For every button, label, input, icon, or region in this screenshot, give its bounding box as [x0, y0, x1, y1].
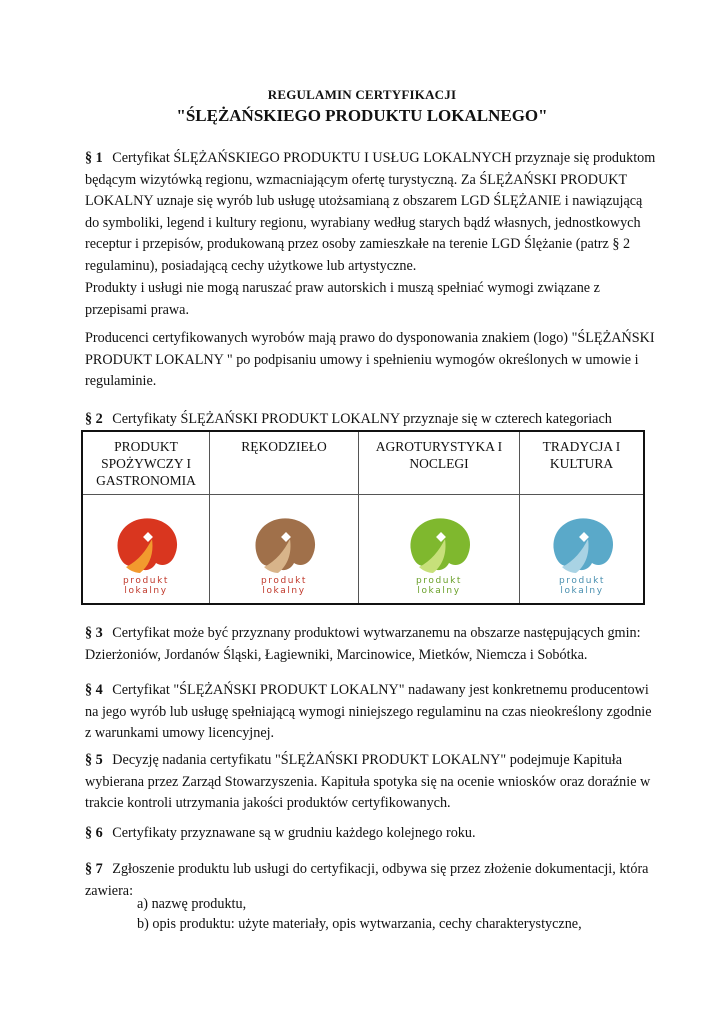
paragraph-text: Producenci certyfikowanych wyrobów mają prawo do dysponowania znakiem (logo) "ŚLĘŻAŃSKI PRODUKT LOKALNY " po podpisaniu umowy i spełnieniu wymogów określonych w umowie i regulaminie.: [85, 330, 655, 389]
section-number: § 3: [85, 625, 103, 641]
section-number: § 5: [85, 752, 103, 768]
categories-table: [81, 430, 645, 605]
logo-text-lokalny: lokalny: [559, 586, 604, 596]
list-item-text: a) nazwę produktu,: [137, 896, 247, 912]
paragraph-text: Certyfikaty ŚLĘŻAŃSKI PRODUKT LOKALNY przyznaje się w czterech kategoriach: [112, 411, 612, 427]
logo-text-produkt: produkt: [122, 576, 170, 586]
paragraph-text: Certyfikat "ŚLĘŻAŃSKI PRODUKT LOKALNY" nadawany jest konkretnemu producentowi na jego wyrób lub usługę spełniającą wymogi niniejszego regulaminu na czas nieokreślony zgodnie z warunkami umowy licencyjnej.: [85, 682, 652, 741]
category-logo-cell: [359, 495, 520, 605]
paragraph-text: Zgłoszenie produktu lub usługi do certyfikacji, odbywa się przez złożenie dokumentacji, która zawiera:: [85, 861, 649, 899]
produkt-lokalny-logo-green-icon: [389, 499, 489, 599]
list-item-a: [85, 894, 709, 916]
logo-text-lokalny: lokalny: [124, 586, 168, 596]
paragraph-section-6: [85, 823, 657, 845]
paragraph-rights: [85, 278, 657, 321]
paragraph-text: Certyfikat ŚLĘŻAŃSKIEGO PRODUKTU I USŁUG LOKALNYCH przyznaje się produktom będącym wizytówką regionu, wzmacniającym ofertę turystyczną. Za ŚLĘŻAŃSKI PRODUKT LOKALNY uznaje się wyrób lub usługę utożsamianą z obszarem LGD ŚLĘŻANIE i nawiązującą do symboliki, legend i kultury regionu, wyrabiany według starych bądź własnych, jednostkowych receptur i przepisów, produkowaną przez osoby zamieszkałe na terenie LGD Ślężanie (patrz § 2 regulaminu), posiadającą cechy użytkowe lub artystyczne.: [85, 150, 656, 274]
produkt-lokalny-logo-red-icon: [96, 499, 196, 599]
paragraph-section-4: [85, 680, 657, 745]
section-number: § 6: [85, 825, 103, 841]
logo-text-produkt: produkt: [558, 576, 605, 586]
category-logo-cell: [520, 495, 645, 605]
categories-header-row: [82, 431, 644, 495]
category-logo-cell: [82, 495, 210, 605]
logo-text-produkt: produkt: [415, 576, 463, 586]
paragraph-text: Decyzję nadania certyfikatu "ŚLĘŻAŃSKI PRODUKT LOKALNY" podejmuje Kapituła wybierana przez Zarząd Stowarzyszenia. Kapituła spotyka się na ocenie wniosków oraz doraźnie w trakcie kontroli utrzymania jakości produktów certyfikowanych.: [85, 752, 651, 811]
logo-text-produkt: produkt: [260, 576, 308, 586]
paragraph-producers: [85, 328, 657, 393]
document-subtitle: "ŚLĘŻAŃSKIEGO PRODUKTU LOKALNEGO": [176, 106, 548, 125]
paragraph-text: Certyfikaty przyznawane są w grudniu każdego kolejnego roku.: [112, 825, 476, 841]
list-item-b: [85, 914, 709, 936]
section-number: § 7: [85, 861, 103, 877]
logo-text-lokalny: lokalny: [417, 586, 461, 596]
category-label: TRADYCJA I KULTURA: [520, 431, 645, 495]
paragraph-section-3: [85, 623, 657, 666]
category-logo-cell: [210, 495, 359, 605]
category-label: RĘKODZIEŁO: [210, 431, 359, 495]
paragraph-text: Certyfikat może być przyznany produktowi wytwarzanemu na obszarze następujących gmin: Dzierżoniów, Jordanów Śląski, Łagiewniki, Marcinowice, Mietków, Niemcza i Sobótka.: [85, 625, 641, 663]
paragraph-section-2: [85, 409, 657, 431]
section-number: § 4: [85, 682, 103, 698]
logo-text-lokalny: lokalny: [262, 586, 306, 596]
category-label: PRODUKT SPOŻYWCZY I GASTRONOMIA: [82, 431, 210, 495]
section-number: § 2: [85, 411, 103, 427]
list-item-text: b) opis produktu: użyte materiały, opis wytwarzania, cechy charakterystyczne,: [137, 916, 582, 932]
categories-logo-row: [82, 495, 644, 605]
paragraph-text: Produkty i usługi nie mogą naruszać praw autorskich i muszą spełniać wymogi związane z przepisami prawa.: [85, 280, 600, 318]
produkt-lokalny-logo-brown-icon: [234, 499, 334, 599]
produkt-lokalny-logo-blue-icon: [532, 499, 632, 599]
paragraph-section-5: [85, 750, 657, 815]
document-title: REGULAMIN CERTYFIKACJI: [267, 87, 457, 102]
category-label: AGROTURYSTYKA I NOCLEGI: [359, 431, 520, 495]
section-number: § 1: [85, 150, 103, 166]
paragraph-section-1: [85, 148, 657, 277]
